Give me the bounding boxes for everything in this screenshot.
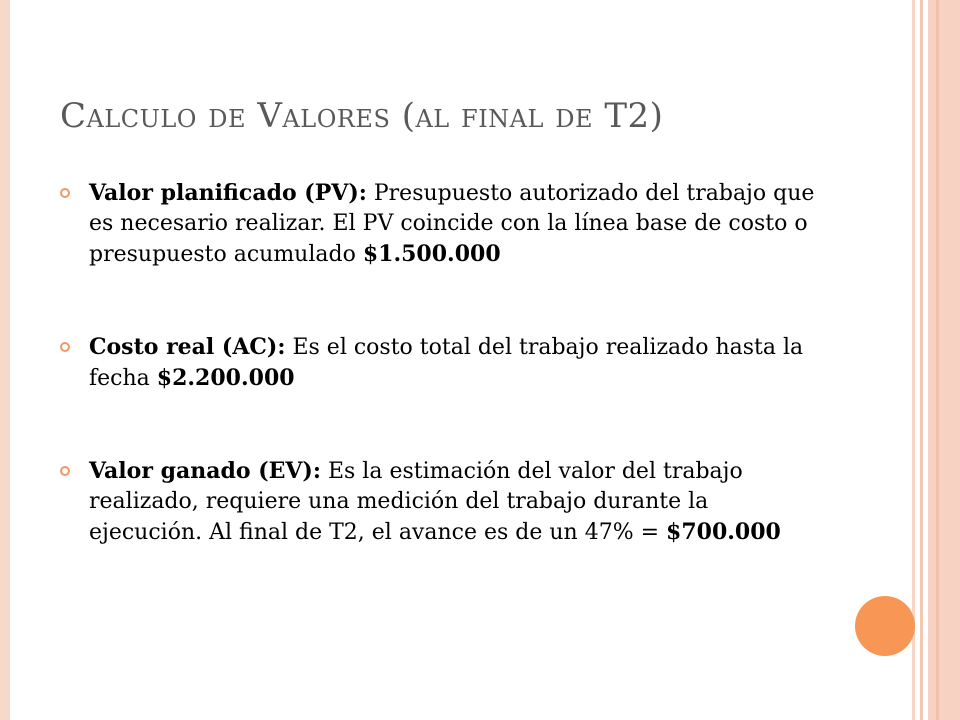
bullet-amount: $1.500.000 xyxy=(362,241,501,267)
bullet-amount: $700.000 xyxy=(666,519,781,545)
bullet-icon xyxy=(60,188,70,198)
bullet-icon xyxy=(60,466,70,476)
decorative-bar xyxy=(912,0,915,720)
decorative-bar xyxy=(936,0,939,720)
bullet-text: Presupuesto autorizado del trabajo que es necesario realizar. El PV coincide con la línea base de costo o presupuesto acumulado xyxy=(89,181,815,267)
bullet-item-earned-value xyxy=(60,456,820,548)
bullet-list xyxy=(60,178,820,548)
bullet-term: Valor planificado (PV): xyxy=(89,180,367,206)
decorative-bar xyxy=(920,0,923,720)
decorative-side-bars xyxy=(912,0,960,720)
bullet-text: Es la estimación del valor del trabajo realizado, requiere una medición del trabajo durante la ejecución. Al final de T2, el avance es de un 47% = xyxy=(89,459,743,545)
decorative-bar xyxy=(928,0,960,720)
orange-circle-decoration xyxy=(855,596,915,656)
bullet-term: Costo real (AC): xyxy=(89,334,286,360)
bullet-item-planned-value xyxy=(60,178,820,270)
slide-title: Calculo de Valores (al final de T2) xyxy=(60,96,664,136)
bullet-term: Valor ganado (EV): xyxy=(89,458,321,484)
bullet-icon xyxy=(60,342,70,352)
bullet-amount: $2.200.000 xyxy=(156,365,295,391)
bullet-item-actual-cost xyxy=(60,332,820,394)
bullet-text: Es el costo total del trabajo realizado hasta la fecha xyxy=(89,335,804,391)
